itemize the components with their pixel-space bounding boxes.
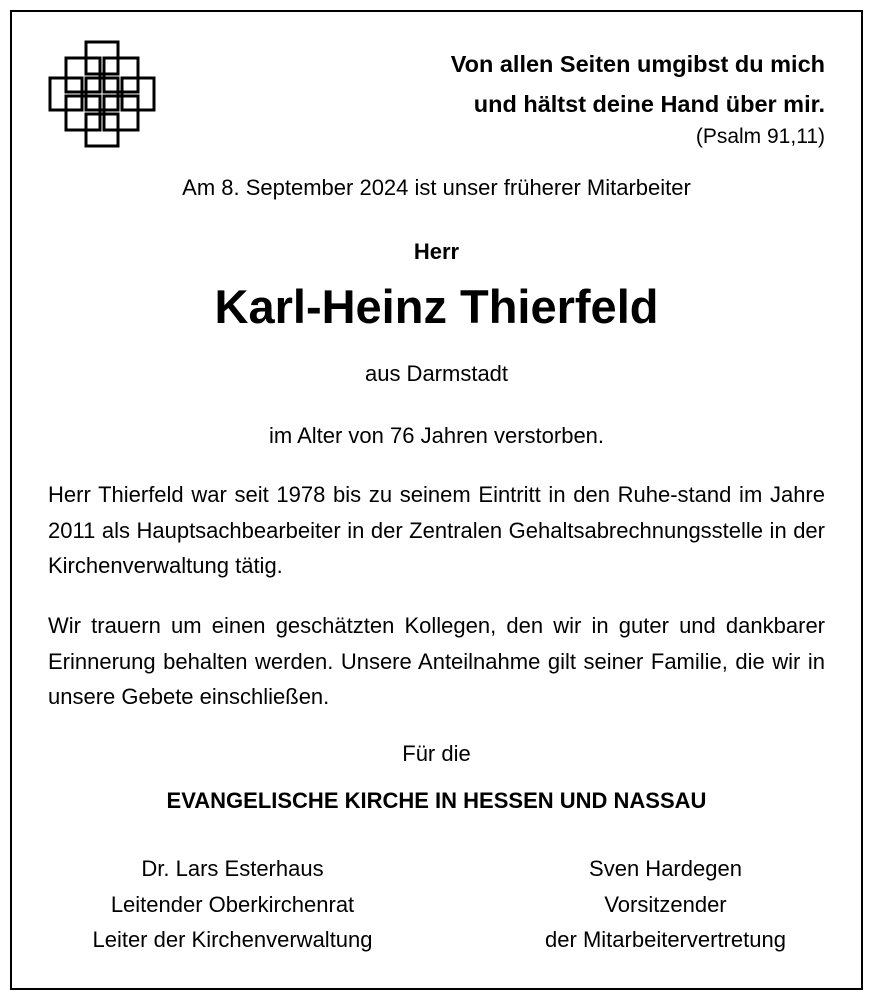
career-paragraph: Herr Thierfeld war seit 1978 bis zu seinem Eintritt in den Ruhe-stand im Jahre 2011 als Hauptsachbearbeiter in der Zentralen Gehaltsabrechnungsstelle in der Kirchenverwaltung tätig. [48, 482, 825, 578]
verse-line-1: Von allen Seiten umgibst du mich [450, 51, 825, 77]
intro-line: Am 8. September 2024 ist unser früherer Mitarbeiter [182, 175, 691, 200]
verse-reference: (Psalm 91,11) [695, 125, 825, 148]
signatory-left [45, 851, 420, 958]
signatory-title: der Mitarbeitervertretung [545, 927, 786, 952]
origin-line: aus Darmstadt [364, 361, 509, 386]
age-line: im Alter von 76 Jahren verstorben. [268, 423, 605, 448]
signatory-title: Vorsitzender [604, 891, 727, 917]
deceased-name: Karl-Heinz Thierfeld [214, 280, 659, 333]
for-label: Für die [402, 741, 471, 766]
bible-verse [451, 44, 825, 124]
organization-name: EVANGELISCHE KIRCHE IN HESSEN UND NASSAU [166, 788, 707, 813]
honorific: Herr [413, 239, 460, 264]
signatory-title: Leiter der Kirchenverwaltung [92, 927, 373, 952]
signatory-right [478, 851, 853, 958]
signatory-title: Leitender Oberkirchenrat [110, 891, 355, 917]
cross-emblem-icon [48, 40, 156, 148]
signatory-name: Dr. Lars Esterhaus [141, 856, 324, 881]
verse-line-2: und hältst deine Hand über mir. [473, 91, 825, 117]
condolence-paragraph: Wir trauern um einen geschätzten Kollegen, den wir in guter und dankbarer Erinnerung behalten werden. Unsere Anteilnahme gilt seiner Familie, die wir in unsere Gebete einschließen. [48, 613, 825, 709]
signatory-name: Sven Hardegen [589, 856, 742, 881]
